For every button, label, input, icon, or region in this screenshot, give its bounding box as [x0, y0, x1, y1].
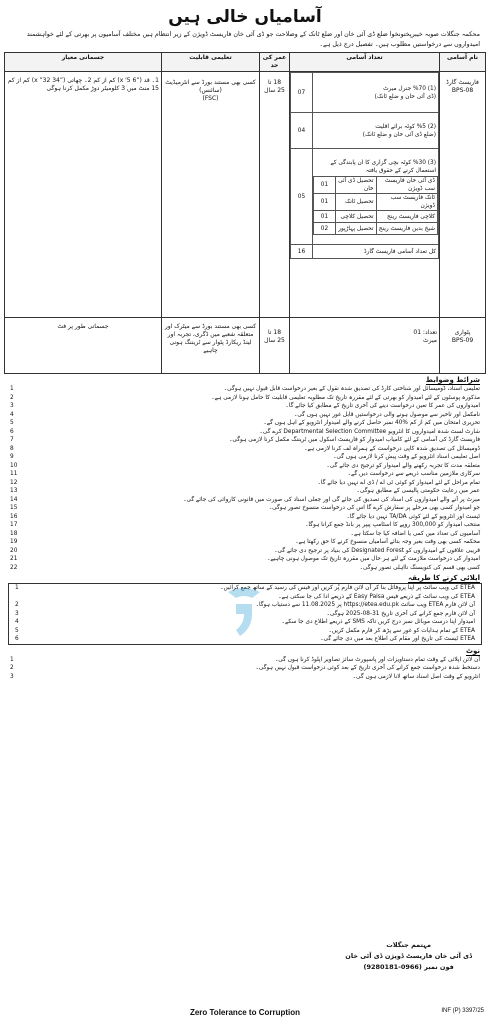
- apply-number: 5: [15, 627, 19, 634]
- term-item: [10, 564, 480, 573]
- apply-text: ETEA کے تمام ہدایات کو غور سے پڑھ کر فارم مکمل کریں۔: [328, 627, 475, 634]
- note-text: دستخط شدہ درخواست جمع کرانے کی آخری تاریخ کے بعد کوئی درخواست قبول نہیں ہوگی۔: [255, 665, 480, 671]
- term-item: [10, 402, 480, 411]
- term-text: مذکورہ پوسٹوں کے لئے امیدوار کو بھرتی کے لئے مقررہ تاریخ تک مطلوبہ تعلیمی قابلیت کا حامل ہونا لازمی ہے۔: [211, 394, 480, 401]
- post-name: پٹواری: [454, 329, 471, 336]
- header-age-limit: عمر کی حد: [260, 53, 290, 72]
- table-header-row: [5, 53, 486, 72]
- term-number: 12: [10, 479, 18, 486]
- inf-number: INF (P) 3397/25: [441, 1008, 484, 1014]
- term-item: [10, 462, 480, 471]
- term-item: [10, 496, 480, 505]
- table-row: [314, 223, 438, 235]
- table-row: [5, 72, 486, 318]
- term-text: امیدوار کی درخواست ملازمت کے لئے ہر حال میں مقررہ تاریخ تک موصول ہونی چاہیے۔: [267, 556, 480, 562]
- quota-count: 05: [291, 149, 313, 245]
- patwari-merit: میرٹ: [423, 337, 437, 344]
- term-item: [10, 385, 480, 394]
- page-title: آسامیاں خالی ہیں: [168, 7, 322, 27]
- rights-count: 01: [314, 211, 336, 223]
- header-post-name: نام آسامی: [440, 53, 486, 72]
- patwari-count-cell: [290, 318, 440, 374]
- table-row: [314, 177, 438, 194]
- term-item: [10, 411, 480, 420]
- term-text: قریبی علاقوں کے امیدواروں کو Designated Forest کی بنیاد پر ترجیح دی جائے گی۔: [274, 547, 480, 554]
- term-text: متعلقہ مدت کا تجربہ رکھنے والے امیدوار کو ترجیح دی جائے گی۔: [326, 462, 480, 469]
- table-row: [314, 194, 438, 211]
- apply-text: ETEA کی ویب سائٹ کے ذریعے فیس Easy Paisa کے ذریعے ادا کی جا سکتی ہے۔: [278, 593, 475, 600]
- slogan: Zero Tolerance to Corruption: [189, 1008, 301, 1017]
- rights-place: شیخ بدین فاریسٹ رینج: [376, 223, 437, 235]
- patwari-name-cell: [440, 318, 486, 374]
- term-number: 15: [10, 505, 18, 511]
- quota-count: 04: [291, 113, 313, 149]
- term-text: امیدواروں کی عمر کا تعین درخواست دینے کی آخری تاریخ کے مطابق کیا جائے گا۔: [285, 403, 480, 409]
- notes-list: [4, 656, 486, 682]
- apply-heading-text: اپلائی کرنے کا طریقہ: [408, 574, 480, 582]
- forest-guard-physical-cell: [5, 72, 162, 318]
- apply-text: ETEA کی ویب سائٹ پر اپنا پروفائل بنا کر آن لائن فارم پُر کریں اور فیس کی رسید کے ساتھ جمع کرائیں۔: [220, 585, 475, 591]
- quota-minority-area: (ضلع ڈی آئی خان و ضلع ٹانک): [362, 131, 436, 138]
- quota-label: [313, 113, 439, 149]
- term-number: 7: [10, 437, 14, 443]
- quota-minority-label: (2) %5 کوٹہ برائے اقلیت: [375, 123, 436, 130]
- patwari-physical-cell: [5, 318, 162, 374]
- post-name: فاریسٹ گارڈ: [446, 79, 479, 86]
- signature-block: [345, 940, 472, 973]
- qualification-text: کسی بھی مستند بورڈ سے انٹرمیڈیٹ (سائنس): [165, 79, 256, 94]
- term-item: [10, 445, 480, 454]
- rights-place: کلاچی فاریسٹ رینج: [376, 211, 437, 223]
- term-number: 10: [10, 462, 18, 469]
- total-count: 16: [291, 245, 313, 259]
- patwari-qualification-cell: [162, 318, 260, 374]
- patwari-age-cell: [260, 318, 290, 374]
- term-text: شارٹ لسٹ شدہ امیدواروں کا انٹرویو Departmental Selection Committee کرے گی۔: [259, 428, 480, 435]
- term-text: ٹیسٹ اور انٹرویو کے لئے کوئی TA/DA نہیں دیا جائے گا۔: [346, 513, 480, 520]
- term-number: 11: [10, 471, 18, 477]
- quota-table: [290, 72, 439, 259]
- note-item: [10, 673, 480, 682]
- term-number: 8: [10, 445, 14, 452]
- term-item: [10, 513, 480, 522]
- table-row: [291, 73, 439, 113]
- physical-standard: جسمانی طور پر فٹ: [57, 323, 109, 330]
- intro-text: محکمہ جنگلات صوبہ خیبرپختونخوا ضلع ڈی آئی خان اور ضلع ٹانک کے وضلاحت جو ڈی آئی خان فاریسٹ ڈویژن کے زیر انتظام ہیں مختلف آسامیوں پر بھرتی کے لئے خواہشمند امیدواروں سے درخواستیں مطلوب ہیں۔ تفصیل درج ذیل ہے۔: [26, 31, 480, 48]
- table-row: [291, 113, 439, 149]
- term-number: 20: [10, 547, 18, 554]
- term-number: 1: [10, 386, 14, 392]
- term-text: جو امیدوار کسی بھی مرحلے پر سفارش کرے گا اس کی درخواست منسوخ تصور ہوگی۔: [268, 505, 480, 511]
- rights-area: تحصیل ڈی آئی خان: [336, 177, 377, 194]
- footer: [4, 904, 486, 1020]
- term-text: میرٹ پر آنے والے امیدواروں کی اسناد کی تصدیق کی جائے گی اور جعلی اسناد کی صورت میں قانونی کاروائی کی جائے گی۔: [183, 496, 480, 503]
- term-item: [10, 419, 480, 428]
- apply-number: 4: [15, 619, 19, 625]
- term-text: ڈومیسائل کی تصدیق شدہ کاپی درخواست کے ہمراہ لف کرنا لازمی ہے۔: [303, 445, 480, 452]
- rights-count: 02: [314, 223, 336, 235]
- note-text: آن لائن اپلائی کے وقت تمام دستاویزات اور پاسپورٹ سائز تصاویر اپلوڈ کرنا ہوں گی۔: [274, 656, 480, 663]
- rights-area: تحصیل کلاچی: [336, 211, 377, 223]
- apply-text: امیدوار اپنا درست موبائل نمبر درج کریں تاکہ SMS کے ذریعے اطلاع دی جا سکے۔: [281, 619, 475, 625]
- term-number: 13: [10, 488, 18, 494]
- age-max: 25 سال: [264, 87, 285, 94]
- term-number: 21: [10, 556, 18, 562]
- apply-text: آن لائن فارم ETEA ویب سائٹ https://etea.edu.pk پر 11.08.2025 سے دستیاب ہوگا۔: [255, 602, 475, 608]
- watermark-logo: [222, 584, 266, 644]
- term-text: آسامیوں کی تعداد میں کمی یا اضافہ کیا جا سکتا ہے۔: [350, 530, 480, 537]
- apply-text: آن لائن فارم جمع کرانے کی آخری تاریخ 31-08-2025 ہوگی۔: [326, 610, 475, 617]
- term-text: نامکمل اور تاخیر سے موصول ہونے والی درخواستیں قابل غور نہیں ہوں گی۔: [293, 411, 480, 418]
- vacancy-table: [4, 52, 486, 374]
- qualification-code: (FSC): [202, 95, 219, 102]
- apply-number: 6: [15, 636, 19, 642]
- term-item: [10, 555, 480, 564]
- total-label: کل تعداد آسامی فاریسٹ گارڈ: [313, 245, 439, 259]
- term-text: تمام مراحل کے لئے امیدوار کو کوئی ٹی اے / ڈی اے نہیں دیا جائے گا۔: [317, 479, 480, 486]
- term-number: 2: [10, 394, 14, 401]
- term-item: [10, 479, 480, 488]
- term-item: [10, 394, 480, 403]
- note-number: 2: [10, 665, 14, 671]
- term-number: 3: [10, 403, 14, 409]
- signatory-office: ڈی آئی خان فاریسٹ ڈویژن ڈی آئی خان: [345, 952, 472, 960]
- term-text: اصل تعلیمی اسناد انٹرویو کے وقت پیش کرنا لازمی ہوں گی۔: [333, 454, 480, 460]
- age-max: 25 سال: [264, 337, 285, 344]
- notes-heading: [4, 647, 480, 655]
- term-item: [10, 436, 480, 445]
- rights-subtable: [313, 176, 438, 235]
- age-min: 18 تا: [267, 79, 282, 86]
- table-row: [291, 149, 439, 245]
- header-qualification: تعلیمی قابلیت: [162, 53, 260, 72]
- physical-standard: 1۔ قد (”6 x '5) کم از کم 2۔ چھاتی (”34 x ”32) کم از کم 15 منٹ میں 3 کلومیٹر دوڑ مکمل کرنا ہوگی: [7, 77, 159, 92]
- term-item: [10, 547, 480, 556]
- term-item: [10, 470, 480, 479]
- rights-count: 01: [314, 177, 336, 194]
- table-row: [291, 245, 439, 259]
- rights-place: ڈی آئی خان فاریسٹ سب ڈویژن: [376, 177, 437, 194]
- term-number: 9: [10, 454, 14, 460]
- post-bps: BPS-09: [451, 337, 474, 344]
- term-text: تحریری امتحان میں کم از کم %40 نمبر حاصل کرنے والے امیدوار انٹرویو کے اہل ہوں گے۔: [263, 420, 480, 426]
- qualification-text: کسی بھی مستند بورڈ سے میٹرک اور متعلقہ شعبے میں ڈگری، تجربہ اور لینڈ ریکارڈ پٹوار سے ٹریننگ ہونی چاہیے: [164, 323, 257, 354]
- term-text: سرکاری ملازمین مناسب ذریعے سے درخواست دیں گے۔: [347, 471, 480, 477]
- forest-guard-name-cell: [440, 72, 486, 318]
- watermark-shape: [228, 588, 260, 636]
- term-text: عمر میں رعایت حکومتی پالیسی کے مطابق ہوگی۔: [356, 488, 480, 494]
- apply-number: 2: [15, 602, 19, 608]
- note-item: [10, 656, 480, 665]
- notes-heading-text: نوٹ: [465, 646, 480, 655]
- patwari-count: تعداد: 01: [413, 329, 437, 336]
- terms-heading: [4, 376, 480, 384]
- term-number: 14: [10, 496, 18, 503]
- term-item: [10, 538, 480, 547]
- term-number: 6: [10, 428, 14, 435]
- table-row: [5, 318, 486, 374]
- term-text: تعلیمی اسناد، ڈومیسائل اور شناختی کارڈ کی تصدیق شدہ نقول کے بغیر درخواست قابل قبول نہیں ہوگی۔: [223, 386, 480, 392]
- term-item: [10, 504, 480, 513]
- quota-rights-label: (3) %30 کوٹہ بچی گزاری کا ان پابندگی کے استعمال کرنے کے حقوق یافتہ: [330, 160, 436, 174]
- term-text: فاریسٹ گارڈ کی آسامی کے لئے کامیاب امیدوار کو فاریسٹ اسکول میں ٹریننگ مکمل کرنا لازمی ہوگی۔: [229, 437, 480, 443]
- signatory-title: مہتمم جنگلات: [386, 941, 432, 949]
- term-number: 18: [10, 530, 18, 537]
- forest-guard-quota-cell: [290, 72, 440, 318]
- rights-area: تحصیل پہاڑپور: [336, 223, 377, 235]
- term-item: [10, 428, 480, 437]
- signatory-phone: فون نمبر (0966-9280181): [363, 963, 454, 971]
- term-number: 16: [10, 513, 18, 520]
- term-number: 22: [10, 564, 18, 571]
- apply-heading: [4, 574, 480, 582]
- rights-area: تحصیل ٹانک: [336, 194, 377, 211]
- term-number: 17: [10, 522, 18, 528]
- apply-text: ETEA ٹیسٹ کی تاریخ اور مقام کی اطلاع بعد میں دی جائے گی۔: [320, 636, 475, 642]
- term-text: کسی بھی قسم کی کنویسنگ نااہلی تصور ہوگی۔: [359, 564, 480, 571]
- quota-general-area: (ڈی آئی خان و ضلع ٹانک): [374, 93, 436, 100]
- advertisement-page: [4, 4, 486, 1020]
- apply-number: 3: [15, 610, 19, 617]
- quota-label: [313, 73, 439, 113]
- terms-list: [4, 385, 486, 572]
- table-row: [314, 211, 438, 223]
- term-number: 4: [10, 411, 14, 418]
- note-number: 3: [10, 673, 14, 680]
- quota-count: 07: [291, 73, 313, 113]
- note-item: [10, 664, 480, 673]
- term-text: محکمہ کسی بھی وقت بغیر وجہ بتائے آسامیاں منسوخ کرنے کا حق رکھتا ہے۔: [295, 539, 480, 545]
- term-item: [10, 487, 480, 496]
- rights-count: 01: [314, 194, 336, 211]
- note-text: انٹرویو کے وقت اصل اسناد ساتھ لانا لازمی ہوں گی۔: [352, 673, 480, 680]
- term-number: 5: [10, 420, 14, 426]
- terms-heading-text: شرائط وضوابط: [425, 376, 480, 384]
- apply-number: 1: [15, 585, 19, 591]
- age-min: 18 تا: [267, 329, 282, 336]
- term-item: [10, 521, 480, 530]
- header-post-count: تعداد آسامی: [290, 53, 440, 72]
- post-bps: BPS-08: [451, 87, 474, 94]
- header-physical: جسمانی معیار: [5, 53, 162, 72]
- note-number: 1: [10, 656, 14, 663]
- term-item: [10, 530, 480, 539]
- quota-label: [313, 149, 439, 245]
- forest-guard-age-cell: [260, 72, 290, 318]
- term-number: 19: [10, 539, 18, 545]
- quota-general-label: (1) %70 جنرل میرٹ: [383, 85, 436, 92]
- rights-place: ٹانک فاریسٹ سب ڈویژن: [376, 194, 437, 211]
- term-item: [10, 453, 480, 462]
- forest-guard-qualification-cell: [162, 72, 260, 318]
- term-text: منتخب امیدوار کو 300,000 روپے کا اسٹامپ پیپر پر بانڈ جمع کرانا ہوگا۔: [305, 522, 480, 528]
